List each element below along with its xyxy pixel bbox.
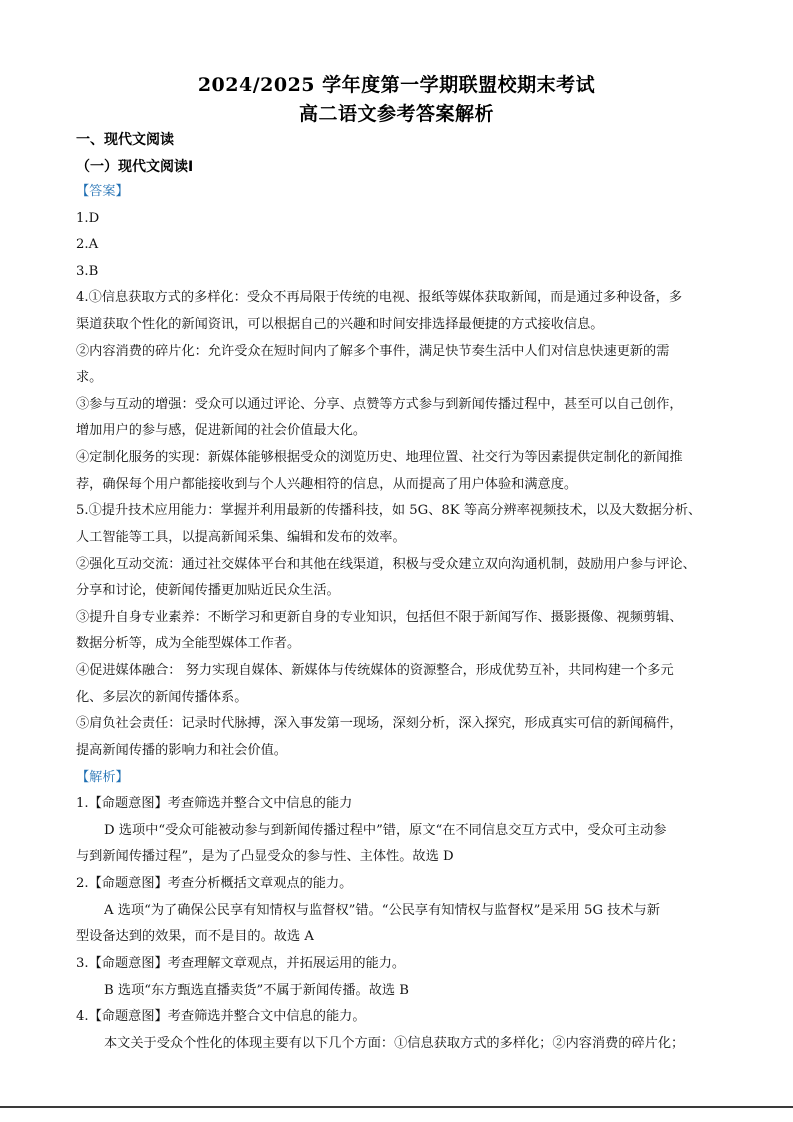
text-line: 化、多层次的新闻传播体系。 [76, 690, 248, 705]
text-line: 增加用户的参与感，促进新闻的社会价值最大化。 [76, 423, 367, 438]
text-line: 求。 [76, 370, 103, 385]
text-line: 提高新闻传播的影响力和社会价值。 [76, 743, 287, 758]
answer-label: 【答案】 [76, 184, 129, 199]
text-line: 4.①信息获取方式的多样化：受众不再局限于传统的电视、报纸等媒体获取新闻，而是通过多种设备，多 [76, 290, 683, 305]
text-line: 人工智能等工具，以提高新闻采集、编辑和发布的效率。 [76, 530, 406, 545]
text-line: ②内容消费的碎片化：允许受众在短时间内了解多个事件，满足快节奏生活中人们对信息快速更新的需 [76, 344, 670, 359]
text-line: D 选项中“受众可能被动参与到新闻传播过程中”错，原文“在不同信息交互方式中，受众可主动参 [104, 823, 667, 838]
text-line: 2.A [76, 237, 99, 252]
section-heading: 一、现代文阅读 [76, 132, 174, 148]
text-line: 型设备达到的效果，而不是目的。故选 A [76, 929, 314, 944]
text-line: 1.D [76, 211, 100, 226]
section-heading: （一）现代文阅读Ⅰ [76, 159, 194, 175]
text-line: 1.【命题意图】考查筛选并整合文中信息的能力 [76, 796, 353, 811]
exam-subtitle: 高二语文参考答案解析 [298, 103, 494, 125]
text-line: 与到新闻传播过程”，是为了凸显受众的参与性、主体性。故选 D [76, 849, 454, 864]
text-line: 渠道获取个性化的新闻资讯，可以根据自己的兴趣和时间安排选择最便捷的方式接收信息。 [76, 317, 604, 332]
text-line: 3.【命题意图】考查理解文章观点，并拓展运用的能力。 [76, 956, 406, 971]
answer-label: 【解析】 [76, 770, 129, 785]
text-line: ⑤肩负社会责任：记录时代脉搏，深入事发第一现场，深刻分析，深入探究，形成真实可信的新闻稿件， [76, 716, 683, 731]
text-line: ③提升自身专业素养：不断学习和更新自身的专业知识，包括但不限于新闻写作、摄影摄像、视频剪辑、 [76, 610, 683, 625]
page-bottom-rule [0, 1106, 793, 1108]
text-line: ④促进媒体融合： 努力实现自媒体、新媒体与传统媒体的资源整合，形成优势互补，共同构建一个多元 [76, 663, 674, 678]
text-line: 3.B [76, 264, 99, 279]
text-line: 5.①提升技术应用能力：掌握并利用最新的传播科技，如 5G、8K 等高分辨率视频技术，以及大数据分析、 [76, 503, 702, 518]
text-line: 分享和讨论，使新闻传播更加贴近民众生活。 [76, 583, 340, 598]
text-line: ②强化互动交流：通过社交媒体平台和其他在线渠道，积极与受众建立双向沟通机制，鼓励用户参与评论、 [76, 557, 696, 572]
text-line: 4.【命题意图】考查筛选并整合文中信息的能力。 [76, 1009, 366, 1024]
exam-title: 2024/2025 学年度第一学期联盟校期末考试 [197, 74, 596, 96]
text-line: ④定制化服务的实现：新媒体能够根据受众的浏览历史、地理位置、社交行为等因素提供定制化的新闻推 [76, 450, 683, 465]
text-line: 荐，确保每个用户都能接收到与个人兴趣相符的信息，从而提高了用户体验和满意度。 [76, 477, 578, 492]
text-line: 2.【命题意图】考查分析概括文章观点的能力。 [76, 876, 353, 891]
text-line: 数据分析等，成为全能型媒体工作者。 [76, 636, 301, 651]
text-line: ③参与互动的增强：受众可以通过评论、分享、点赞等方式参与到新闻传播过程中，甚至可以自己创作， [76, 397, 683, 412]
text-line: 本文关于受众个性化的体现主要有以下几个方面：①信息获取方式的多样化；②内容消费的碎片化； [104, 1036, 685, 1051]
text-line: A 选项“为了确保公民享有知情权与监督权”错。“公民享有知情权与监督权”是采用 5G 技术与新 [104, 903, 660, 918]
text-line: B 选项“东方甄选直播卖货”不属于新闻传播。故选 B [104, 983, 409, 998]
